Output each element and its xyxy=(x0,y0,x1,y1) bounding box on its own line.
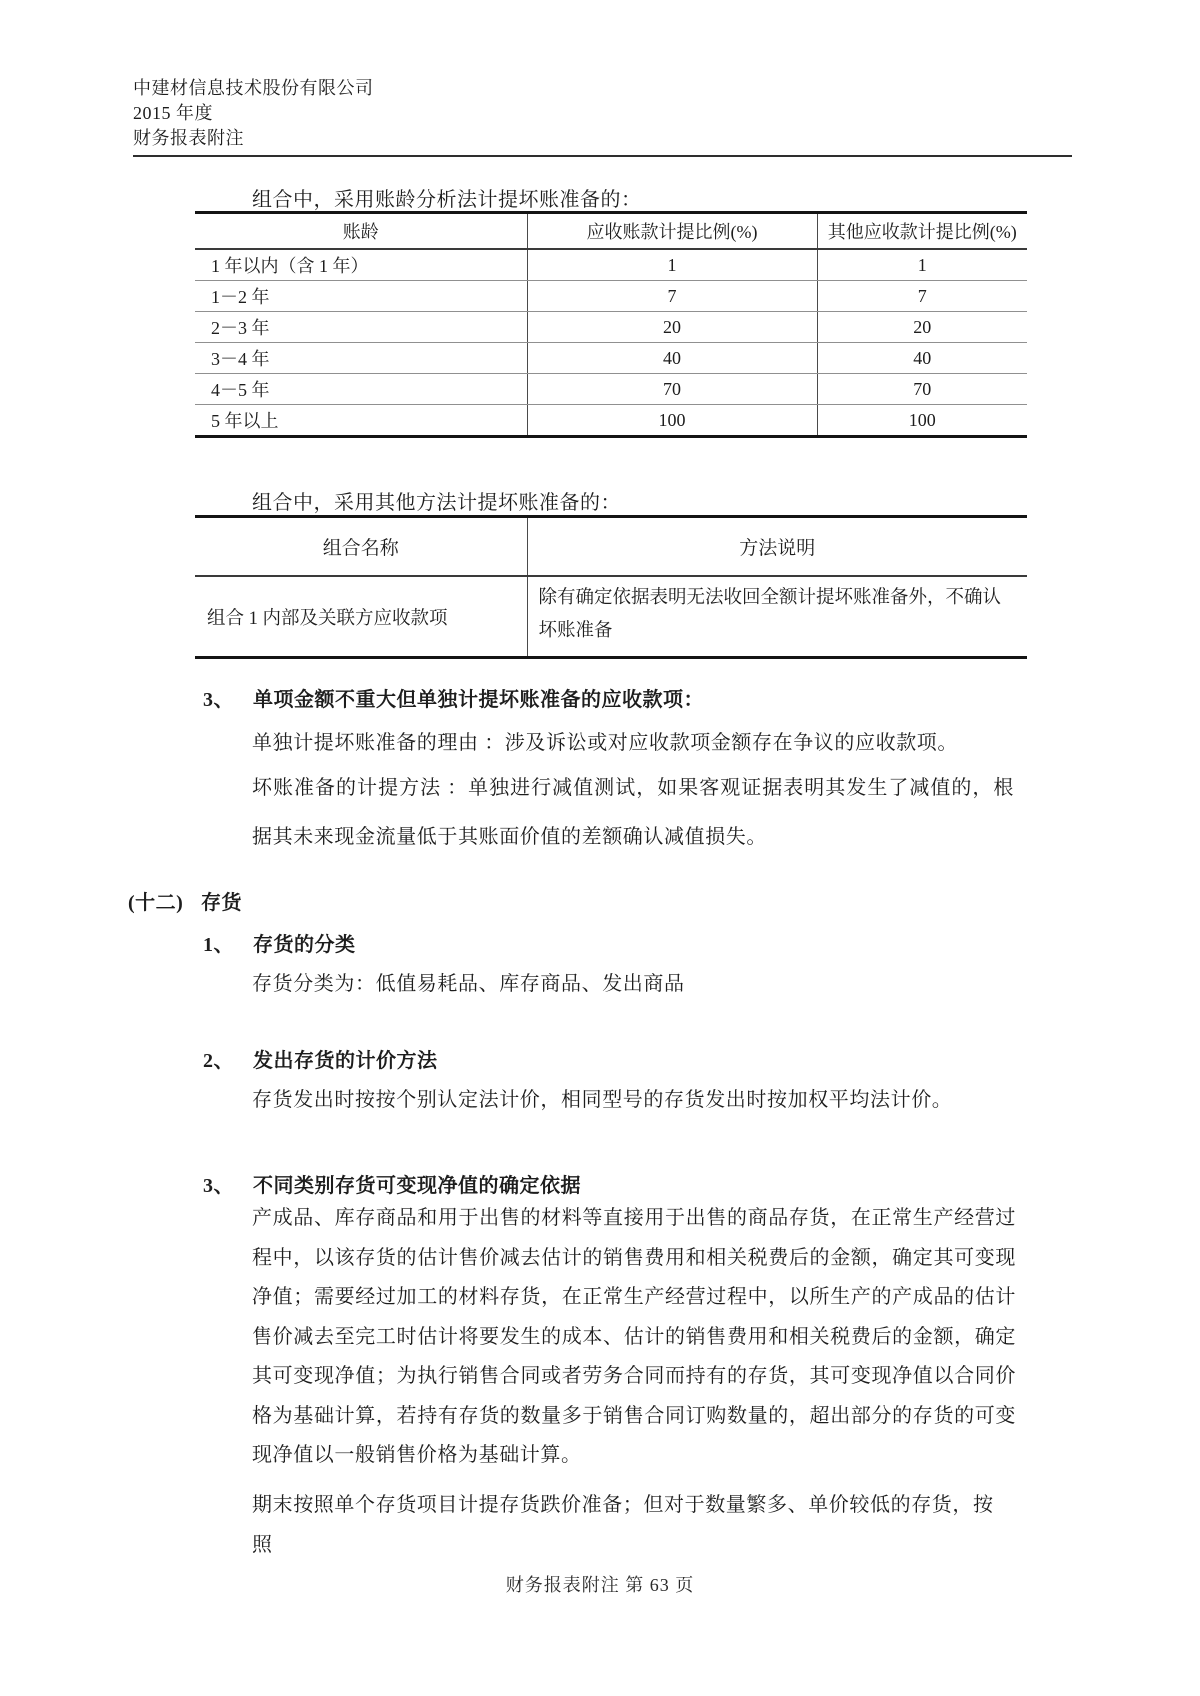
receivable-pct: 1 xyxy=(527,249,817,281)
inventory-sub1-heading xyxy=(203,928,356,957)
sub1-body: 存货分类为：低值易耗品、库存商品、发出商品 xyxy=(252,973,685,995)
col-header-other-pct: 其他应收款计提比例(%) xyxy=(817,213,1027,250)
section3-title: 单项金额不重大但单独计提坏账准备的应收款项： xyxy=(253,689,704,711)
inventory-sub3-heading xyxy=(203,1169,581,1198)
section3-paragraph-1: 单独计提坏账准备的理由 ：涉及诉讼或对应收款项金额存在争议的应收款项。 xyxy=(252,732,958,754)
section12-title: 存货 xyxy=(201,892,242,914)
receivable-pct: 20 xyxy=(527,312,817,343)
table-row xyxy=(195,374,1027,405)
other-pct: 40 xyxy=(817,343,1027,374)
table-row xyxy=(195,249,1027,281)
method-intro-text: 组合中，采用其他方法计提坏账准备的： xyxy=(252,492,621,514)
age-bucket: 1 年以内（含 1 年） xyxy=(195,249,527,281)
age-bucket: 3－4 年 xyxy=(195,343,527,374)
aging-intro-text: 组合中，采用账龄分析法计提坏账准备的： xyxy=(252,189,642,211)
other-method-table xyxy=(195,515,1027,659)
table-row xyxy=(195,281,1027,312)
sub1-number: 1、 xyxy=(203,934,234,956)
table-header-row xyxy=(195,213,1027,250)
col-header-method-desc: 方法说明 xyxy=(527,517,1027,577)
other-pct: 70 xyxy=(817,374,1027,405)
aging-provision-table xyxy=(195,211,1027,438)
sub3-body-paragraph-2: 期末按照单个存货项目计提存货跌价准备；但对于数量繁多、单价较低的存货，按照 xyxy=(252,1494,994,1556)
sub3-number: 3、 xyxy=(203,1175,234,1197)
age-bucket: 4－5 年 xyxy=(195,374,527,405)
section3-paragraph-2: 坏账准备的计提方法 ：单独进行减值测试，如果客观证据表明其发生了减值的，根据其未来现金流量低于其账面价值的差额确认减值损失。 xyxy=(252,777,1014,848)
other-pct: 7 xyxy=(817,281,1027,312)
sub2-title: 发出存货的计价方法 xyxy=(253,1050,438,1072)
company-name: 中建材信息技术股份有限公司 xyxy=(133,78,374,98)
inventory-sub2-heading xyxy=(203,1044,438,1073)
table-header-row xyxy=(195,517,1027,577)
age-bucket: 1－2 年 xyxy=(195,281,527,312)
doc-title: 财务报表附注 xyxy=(133,128,244,148)
table-row xyxy=(195,312,1027,343)
other-pct: 20 xyxy=(817,312,1027,343)
page-header xyxy=(133,76,1072,157)
other-pct: 1 xyxy=(817,249,1027,281)
col-header-portfolio-name: 组合名称 xyxy=(195,517,527,577)
section3-number: 3、 xyxy=(203,689,234,711)
col-header-age: 账龄 xyxy=(195,213,527,250)
sub3-title: 不同类别存货可变现净值的确定依据 xyxy=(253,1175,581,1197)
sub3-body-paragraph-1: 产成品、库存商品和用于出售的材料等直接用于出售的商品存货，在正常生产经营过程中，以该存货的估计售价减去估计的销售费用和相关税费后的金额，确定其可变现净值；需要经过加工的材料存货，在正常生产经营过程中，以所生产的产成品的估计售价减去至完工时估计将要发生的成本、估计的销售费用和相关税费后的金额，确定其可变现净值；为执行销售合同或者劳务合同而持有的存货，其可变现净值以合同价格为基础计算，若持有存货的数量多于销售合同订购数量的，超出部分的存货的可变现净值以一般销售价格为基础计算。 xyxy=(252,1207,1016,1466)
table-row xyxy=(195,405,1027,437)
receivable-pct: 7 xyxy=(527,281,817,312)
fiscal-year: 2015 年度 xyxy=(133,103,213,123)
table-row xyxy=(195,343,1027,374)
section3-heading xyxy=(203,683,704,712)
receivable-pct: 70 xyxy=(527,374,817,405)
receivable-pct: 100 xyxy=(527,405,817,437)
portfolio-name: 组合 1 内部及关联方应收款项 xyxy=(207,608,448,629)
sub2-body: 存货发出时按按个别认定法计价，相同型号的存货发出时按加权平均法计价。 xyxy=(252,1089,953,1111)
age-bucket: 2－3 年 xyxy=(195,312,527,343)
method-description: 除有确定依据表明无法收回全额计提坏账准备外，不确认坏账准备 xyxy=(527,576,1027,658)
sub2-number: 2、 xyxy=(203,1050,234,1072)
other-pct: 100 xyxy=(817,405,1027,437)
table-row xyxy=(195,576,1027,658)
sub1-title: 存货的分类 xyxy=(253,934,356,956)
section12-heading xyxy=(128,886,242,915)
page-footer: 财务报表附注 第 63 页 xyxy=(505,1575,695,1595)
receivable-pct: 40 xyxy=(527,343,817,374)
col-header-receivable-pct: 应收账款计提比例(%) xyxy=(527,213,817,250)
age-bucket: 5 年以上 xyxy=(211,411,279,431)
section12-number: (十二) xyxy=(128,892,184,914)
